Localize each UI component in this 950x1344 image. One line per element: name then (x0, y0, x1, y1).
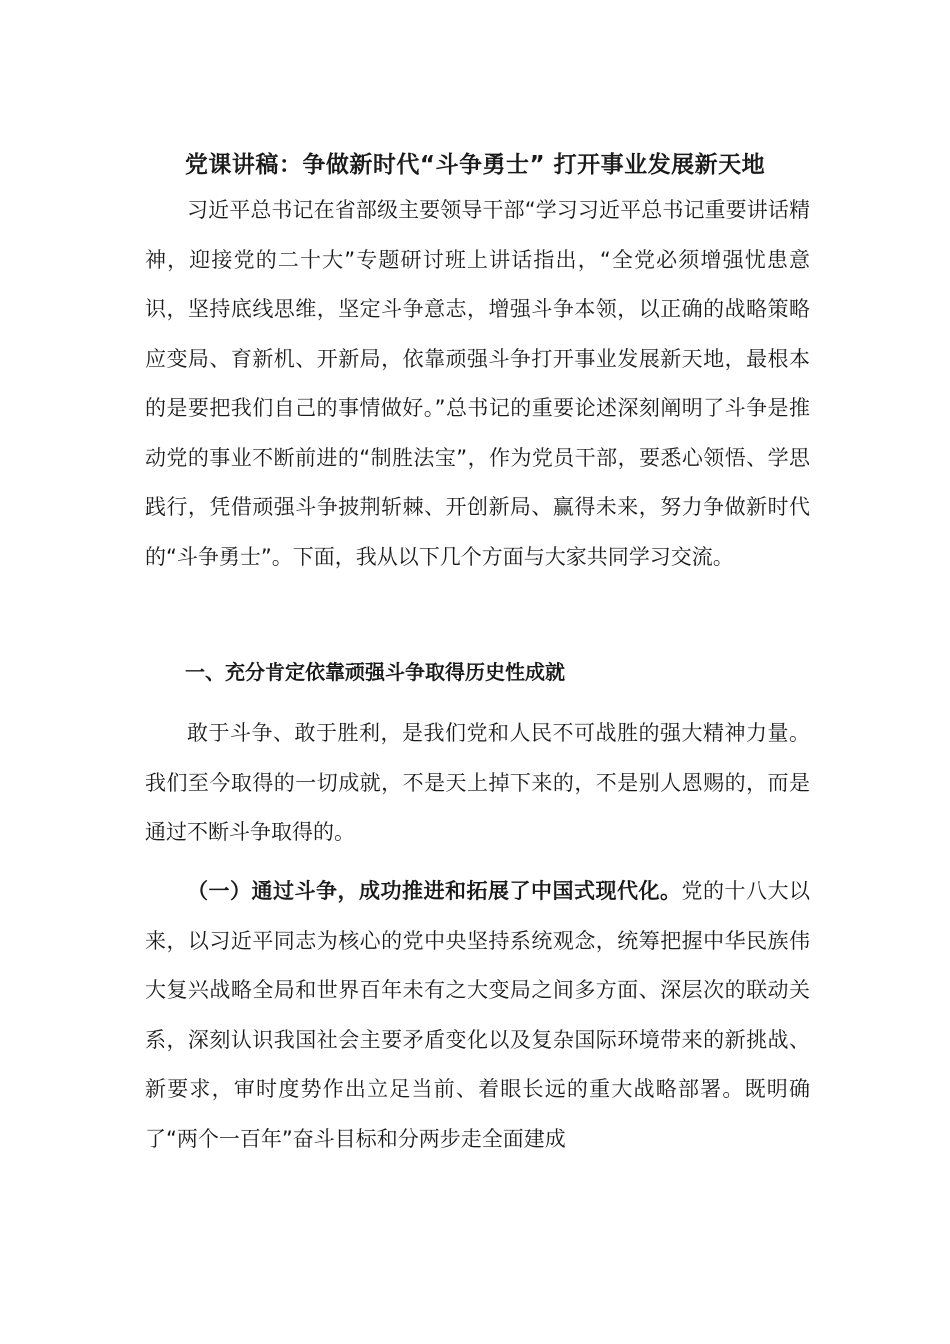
subsection-text: 党的十八大以来，以习近平同志为核心的党中央坚持系统观念，统筹把握中华民族伟大复兴战略全局和世界百年未有之大变局之间多方面、深层次的联动关系，深刻认识我国社会主要矛盾变化以及复杂国际环境带来的新挑战、新要求，审时度势作出立足当前、着眼长远的重大战略部署。既明确了“两个一百年”奋斗目标和分两步走全面建成 (145, 879, 810, 1151)
subsection-paragraph (145, 867, 810, 1164)
intro-paragraph: 习近平总书记在省部级主要领导干部“学习习近平总书记重要讲话精神，迎接党的二十大”专题研讨班上讲话指出，“全党必须增强忧患意识，坚持底线思维，坚定斗争意志，增强斗争本领，以正确的战略策略应变局、育新机、开新局，依靠顽强斗争打开事业发展新天地，最根本的是要把我们自己的事情做好。”总书记的重要论述深刻阐明了斗争是推动党的事业不断前进的“制胜法宝”，作为党员干部，要悉心领悟、学思践行，凭借顽强斗争披荆斩棘、开创新局、赢得未来，努力争做新时代的“斗争勇士”。下面，我从以下几个方面与大家共同学习交流。 (145, 198, 810, 569)
section-heading: 一、充分肯定依靠顽强斗争取得历史性成就 (185, 660, 565, 684)
document-title: 党课讲稿：争做新时代“斗争勇士” 打开事业发展新天地 (184, 152, 766, 179)
subsection-lead: （一）通过斗争，成功推进和拓展了中国式现代化。 (187, 879, 682, 903)
section-paragraph: 敢于斗争、敢于胜利，是我们党和人民不可战胜的强大精神力量。我们至今取得的一切成就，不是天上掉下来的，不是别人恩赐的，而是通过不断斗争取得的。 (145, 721, 810, 844)
